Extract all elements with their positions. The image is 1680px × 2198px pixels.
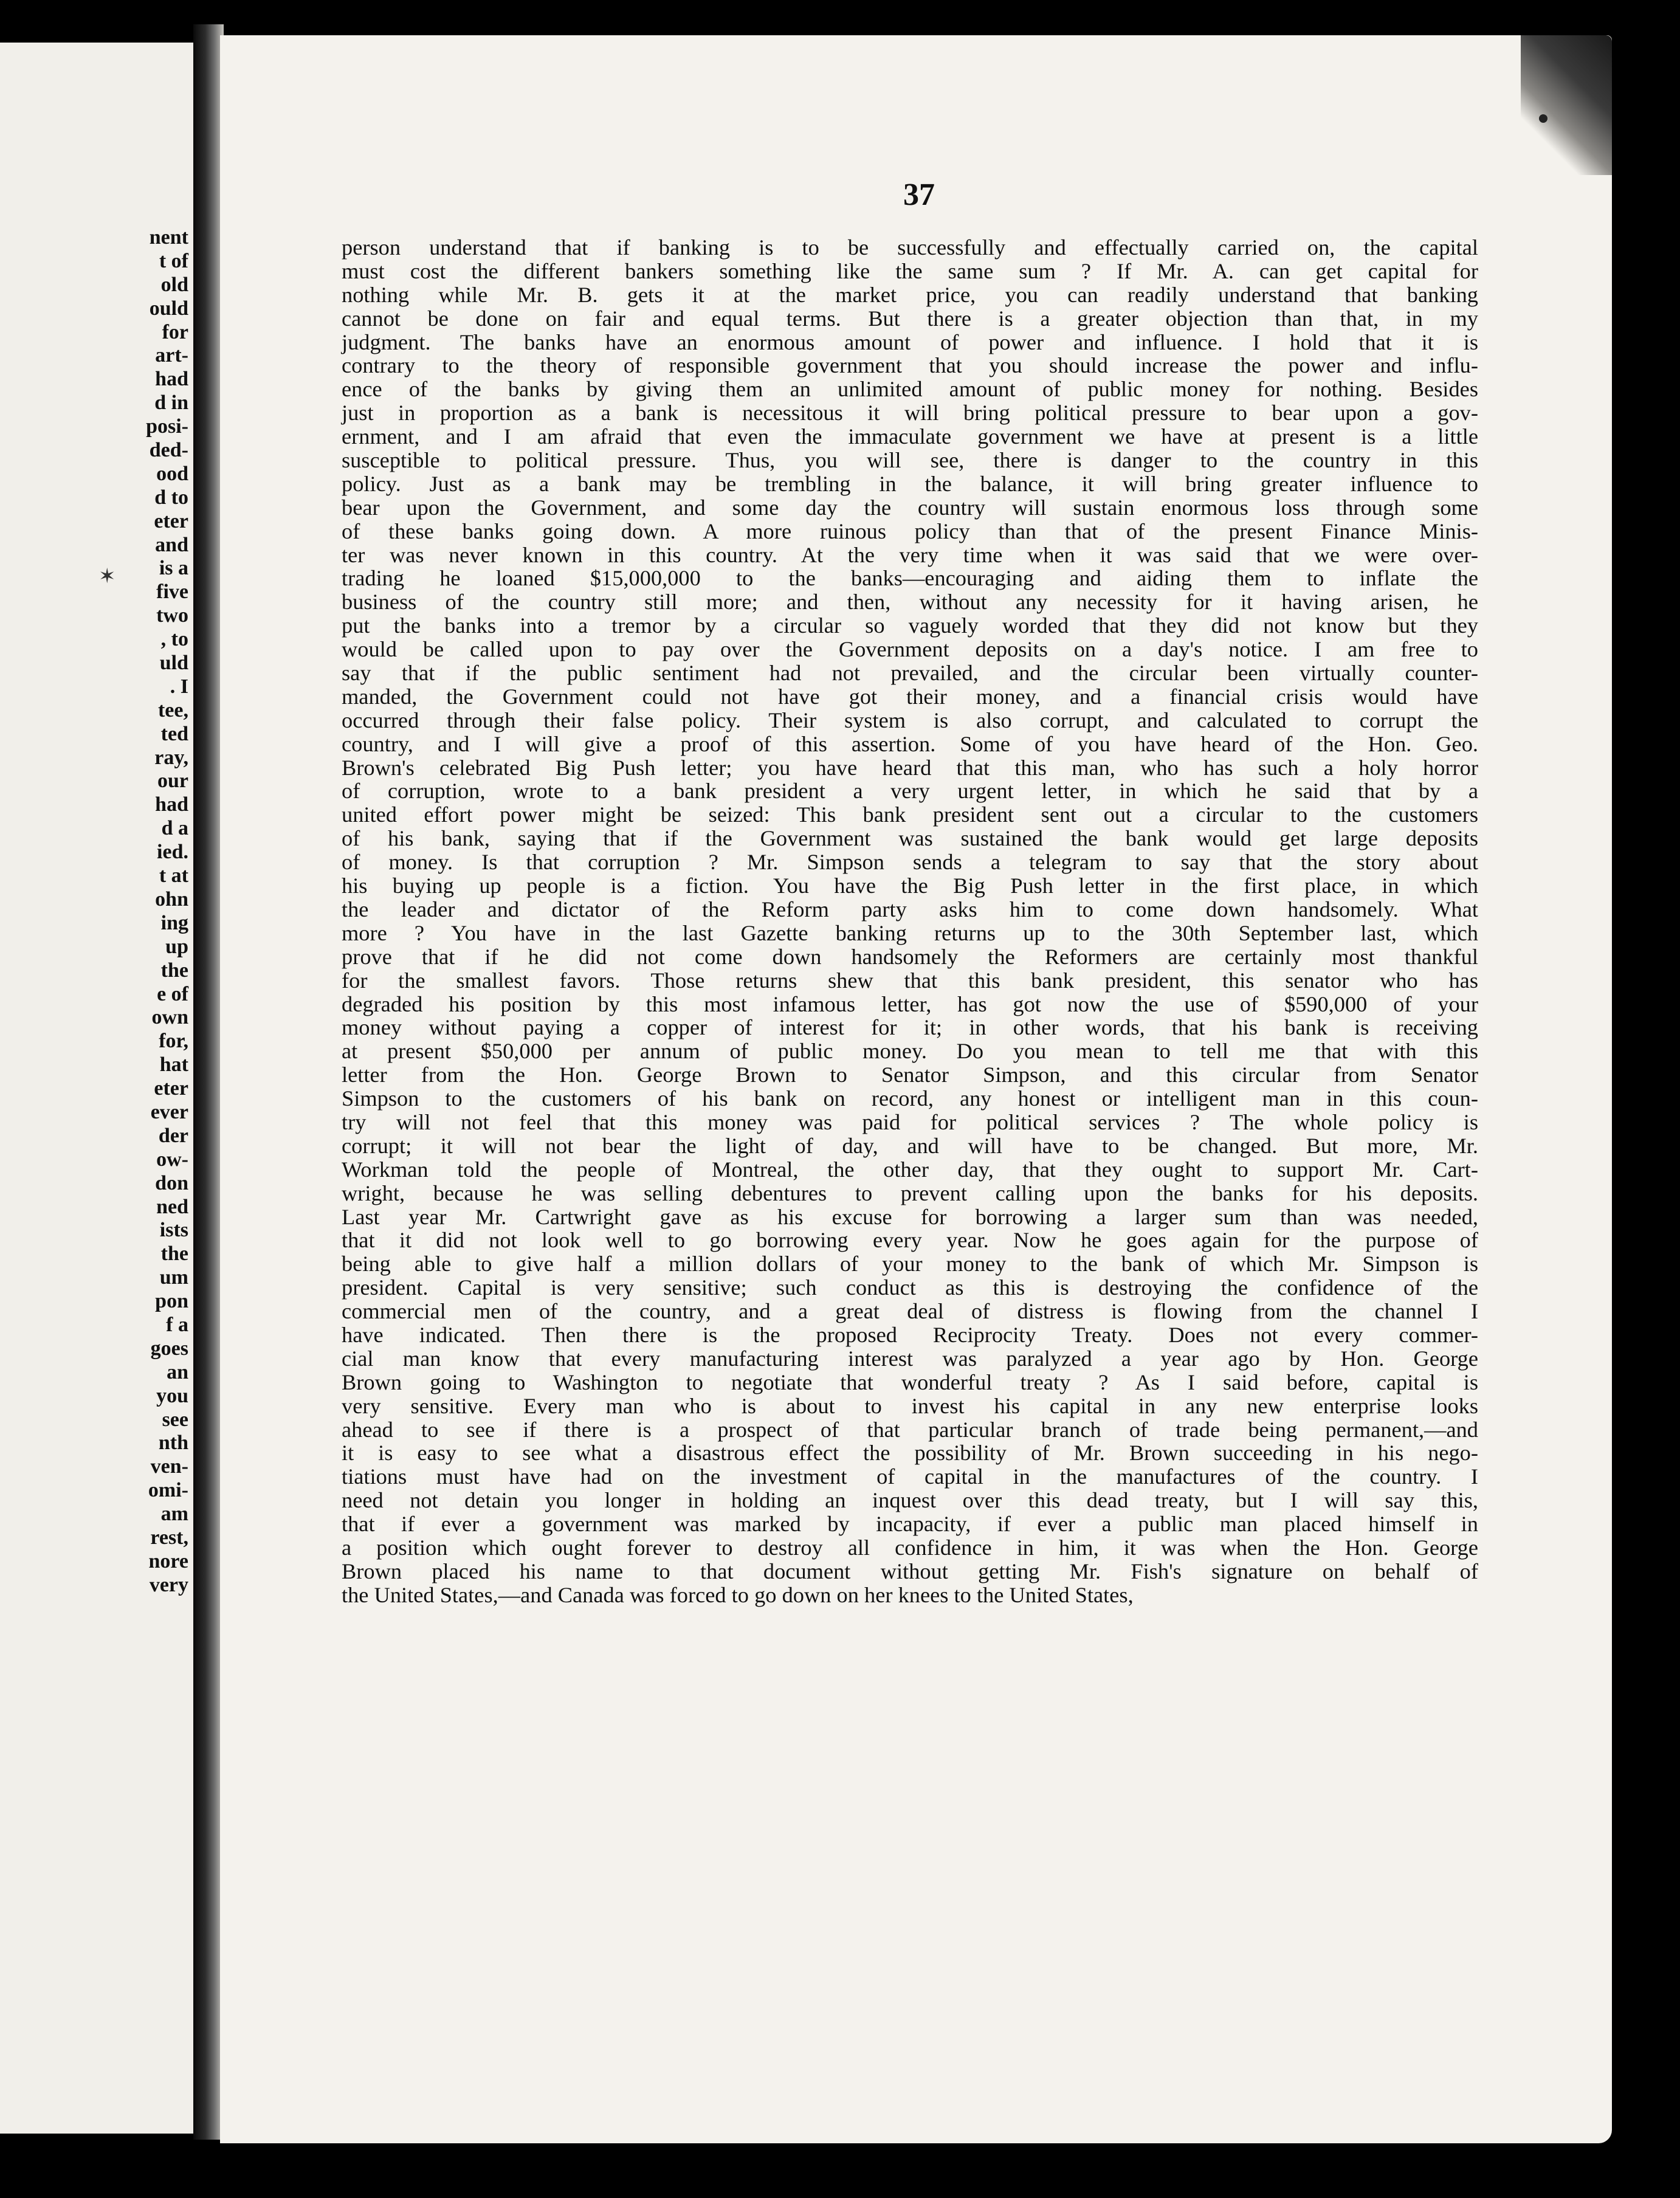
page-corner-fold bbox=[1521, 35, 1612, 175]
left-page-fragment: the bbox=[160, 1242, 188, 1266]
left-page-fragment: ied. bbox=[157, 841, 188, 864]
left-page-fragment: for bbox=[162, 320, 188, 343]
left-page-fragment: ded- bbox=[149, 439, 188, 462]
left-page-fragment: eter bbox=[154, 509, 188, 532]
text-line: nothing while Mr. B. gets it at the market price, you can readily understand that banking bbox=[342, 282, 1478, 307]
left-page-fragment: our bbox=[157, 770, 188, 793]
text-line: letter from the Hon. George Brown to Senator Simpson, and this circular from Senator bbox=[342, 1063, 1478, 1087]
text-line: corrupt; it will not bear the light of day, and will have to be changed. But more, Mr. bbox=[342, 1133, 1478, 1158]
text-line: of these banks going down. A more ruinous policy than that of the present Finance Minis- bbox=[342, 518, 1478, 543]
text-line: being able to give half a million dollars of your money to the bank of which Mr. Simpson is bbox=[342, 1252, 1478, 1276]
left-page-fragment: f a bbox=[166, 1313, 188, 1336]
text-line: cannot be done on fair and equal terms. But there is a greater objection than that, in my bbox=[342, 306, 1478, 331]
text-line: at present $50,000 per annum of public money. Do you mean to tell me that with this bbox=[342, 1039, 1478, 1064]
left-page-fragment: an bbox=[167, 1360, 188, 1383]
left-page-fragment: uld bbox=[159, 652, 188, 675]
text-line: ter was never known in this country. At the very time when it was said that we were over- bbox=[342, 542, 1478, 567]
text-line: that it did not look well to go borrowing every year. Now he goes again for the purpose of bbox=[342, 1228, 1478, 1253]
text-line: business of the country still more; and then, without any necessity for it having arisen, he bbox=[342, 590, 1478, 615]
left-page-fragment: ven- bbox=[150, 1455, 188, 1478]
text-line: degraded his position by this most infamous letter, has got now the use of $590,000 of your bbox=[342, 991, 1478, 1016]
left-page-fragment: pon bbox=[155, 1290, 188, 1313]
text-line: commercial men of the country, and a great deal of distress is flowing from the channel I bbox=[342, 1299, 1478, 1324]
page-number: 37 bbox=[903, 177, 935, 212]
left-page-fragment: own bbox=[151, 1006, 188, 1029]
text-line: united effort power might be seized: This bank president sent out a circular to the customers bbox=[342, 802, 1478, 827]
left-page-fragment: t of bbox=[159, 249, 188, 272]
left-page-fragment: ing bbox=[160, 911, 188, 934]
left-page-fragment: tee, bbox=[157, 698, 188, 722]
text-line: Last year Mr. Cartwright gave as his excuse for borrowing a larger sum than was needed, bbox=[342, 1204, 1478, 1229]
left-page-text-fragments bbox=[146, 226, 188, 1597]
left-page-fragment: ted bbox=[160, 722, 188, 745]
body-text bbox=[342, 236, 1478, 1607]
text-line: that if ever a government was marked by incapacity, if ever a public man placed himself in bbox=[342, 1512, 1478, 1537]
left-page-fragment: posi- bbox=[146, 415, 188, 438]
text-line: manded, the Government could not have got their money, and a financial crisis would have bbox=[342, 684, 1478, 709]
text-line: his buying up people is a fiction. You have the Big Push letter in the first place, in which bbox=[342, 873, 1478, 898]
left-page-fragment: ohn bbox=[155, 887, 188, 911]
left-page-fragment: you bbox=[156, 1384, 188, 1407]
text-line: just in proportion as a bank is necessitous it will bring political pressure to bear upon a gov- bbox=[342, 401, 1478, 425]
left-page-fragment: see bbox=[162, 1408, 188, 1431]
left-page-fragment: five bbox=[156, 581, 188, 604]
text-line: put the banks into a tremor by a circular so vaguely worded that they did not know but they bbox=[342, 613, 1478, 638]
text-line: it is easy to see what a disastrous effect the possibility of Mr. Brown succeeding in his nego- bbox=[342, 1441, 1478, 1466]
text-line: need not detain you longer in holding an inquest over this dead treaty, but I will say this, bbox=[342, 1488, 1478, 1513]
left-page-fragment: and bbox=[155, 533, 188, 556]
left-facing-page bbox=[0, 43, 193, 2134]
left-page-fragment: nth bbox=[158, 1431, 188, 1455]
left-page-fragment: goes bbox=[150, 1337, 188, 1360]
left-page-fragment: for, bbox=[159, 1030, 188, 1053]
text-line: of money. Is that corruption ? Mr. Simpson sends a telegram to say that the story about bbox=[342, 850, 1478, 875]
text-line: policy. Just as a bank may be trembling in the balance, it will bring greater influence to bbox=[342, 471, 1478, 496]
text-line: of his bank, saying that if the Government was sustained the bank would get large deposits bbox=[342, 826, 1478, 851]
text-line: ence of the banks by giving them an unlimited amount of public money for nothing. Besides bbox=[342, 377, 1478, 402]
ink-speck bbox=[1539, 114, 1547, 123]
left-page-fragment: t at bbox=[159, 864, 188, 887]
left-page-fragment: ray, bbox=[154, 746, 188, 769]
binding-gutter bbox=[193, 24, 224, 2140]
text-line: susceptible to political pressure. Thus, you will see, there is danger to the country in this bbox=[342, 448, 1478, 473]
left-page-fragment: . I bbox=[170, 675, 188, 698]
left-page-fragment: two bbox=[156, 604, 188, 627]
text-line: money without paying a copper of interest for it; in other words, that his bank is receiving bbox=[342, 1015, 1478, 1040]
text-line: a position which ought forever to destroy all confidence in him, it was when the Hon. George bbox=[342, 1535, 1478, 1560]
text-line: very sensitive. Every man who is about to invest his capital in any new enterprise looks bbox=[342, 1393, 1478, 1418]
left-page-fragment: , to bbox=[160, 628, 188, 651]
text-line: of corruption, wrote to a bank president a very urgent letter, in which he said that by a bbox=[342, 779, 1478, 804]
left-page-fragment: eter bbox=[154, 1077, 188, 1100]
text-line: contrary to the theory of responsible government that you should increase the power and influ- bbox=[342, 353, 1478, 378]
left-page-fragment: ould bbox=[149, 297, 188, 320]
text-line: wright, because he was selling debentures to prevent calling upon the banks for his deposits. bbox=[342, 1180, 1478, 1205]
left-page-fragment: is a bbox=[159, 557, 188, 580]
text-line: ahead to see if there is a prospect of that particular branch of trade being permanent,—and bbox=[342, 1417, 1478, 1442]
left-page-fragment: am bbox=[160, 1503, 188, 1526]
left-page-fragment: old bbox=[160, 273, 188, 296]
left-page-fragment: ned bbox=[156, 1195, 188, 1218]
text-line: for the smallest favors. Those returns shew that this bank president, this senator who has bbox=[342, 968, 1478, 993]
text-line: president. Capital is very sensitive; such conduct as this is destroying the confidence of the bbox=[342, 1275, 1478, 1300]
text-line: country, and I will give a proof of this assertion. Some of you have heard of the Hon. Geo. bbox=[342, 731, 1478, 756]
text-line: the leader and dictator of the Reform party asks him to come down handsomely. What bbox=[342, 897, 1478, 922]
left-page-fragment: rest, bbox=[150, 1526, 188, 1549]
left-page-fragment: omi- bbox=[148, 1479, 188, 1502]
left-page-fragment: ever bbox=[150, 1100, 188, 1123]
left-page-fragment: d in bbox=[154, 391, 188, 415]
text-line: would be called upon to pay over the Government deposits on a day's notice. I am free to bbox=[342, 637, 1478, 662]
left-page-fragment: ow- bbox=[156, 1148, 188, 1171]
text-line: person understand that if banking is to be successfully and effectually carried on, the capital bbox=[342, 235, 1478, 260]
left-page-fragment: d a bbox=[161, 817, 188, 840]
left-page-fragment: nent bbox=[149, 226, 188, 249]
text-line: Simpson to the customers of his bank on record, any honest or intelligent man in this coun- bbox=[342, 1086, 1478, 1111]
left-page-fragment: hat bbox=[159, 1053, 188, 1077]
text-line: say that if the public sentiment had not prevailed, and the circular been virtually counter- bbox=[342, 661, 1478, 686]
left-page-fragment: had bbox=[155, 368, 188, 391]
text-line: try will not feel that this money was paid for political services ? The whole policy is bbox=[342, 1109, 1478, 1134]
text-line: tiations must have had on the investment of capital in the manufactures of the country. I bbox=[342, 1464, 1478, 1489]
left-page-fragment: nore bbox=[148, 1549, 188, 1573]
left-page-fragment: art- bbox=[155, 344, 188, 367]
text-line: judgment. The banks have an enormous amount of power and influence. I hold that it is bbox=[342, 329, 1478, 354]
left-page-fragment: der bbox=[158, 1124, 188, 1147]
text-line: Brown's celebrated Big Push letter; you have heard that this man, who has such a holy horror bbox=[342, 755, 1478, 780]
text-line: trading he loaned $15,000,000 to the banks—encouraging and aiding them to inflate the bbox=[342, 566, 1478, 591]
text-line: have indicated. Then there is the proposed Reciprocity Treaty. Does not every commer- bbox=[342, 1322, 1478, 1347]
text-line: Workman told the people of Montreal, the other day, that they ought to support Mr. Cart- bbox=[342, 1157, 1478, 1182]
left-page-fragment: very bbox=[149, 1573, 188, 1596]
text-line: Brown going to Washington to negotiate that wonderful treaty ? As I said before, capital is bbox=[342, 1369, 1478, 1394]
text-line: more ? You have in the last Gazette banking returns up to the 30th September last, which bbox=[342, 920, 1478, 945]
text-line: prove that if he did not come down handsomely the Reformers are certainly most thankful bbox=[342, 944, 1478, 969]
left-page-fragment: ood bbox=[156, 462, 188, 485]
text-line: bear upon the Government, and some day the country will sustain enormous loss through some bbox=[342, 495, 1478, 520]
left-page-fragment: um bbox=[159, 1266, 188, 1289]
text-line: the United States,—and Canada was forced to go down on her knees to the United States, bbox=[342, 1582, 1134, 1607]
left-page-fragment: had bbox=[155, 793, 188, 816]
left-page-fragment: ists bbox=[159, 1219, 188, 1242]
text-line: Brown placed his name to that document without getting Mr. Fish's signature on behalf of bbox=[342, 1559, 1478, 1583]
left-page-fragment: e of bbox=[157, 982, 188, 1005]
left-page-fragment: don bbox=[155, 1171, 188, 1194]
text-line: occurred through their false policy. Their system is also corrupt, and calculated to corrupt the bbox=[342, 708, 1478, 732]
left-page-fragment: up bbox=[165, 935, 188, 958]
text-line: must cost the different bankers something like the same sum ? If Mr. A. can get capital for bbox=[342, 258, 1478, 283]
text-line: ernment, and I am afraid that even the immaculate government we have at present is a little bbox=[342, 424, 1478, 449]
stray-mark: ✶ bbox=[98, 565, 116, 588]
left-page-fragment: the bbox=[160, 959, 188, 982]
text-line: cial man know that every manufacturing interest was paralyzed a year ago by Hon. George bbox=[342, 1346, 1478, 1371]
left-page-fragment: d to bbox=[154, 486, 188, 509]
